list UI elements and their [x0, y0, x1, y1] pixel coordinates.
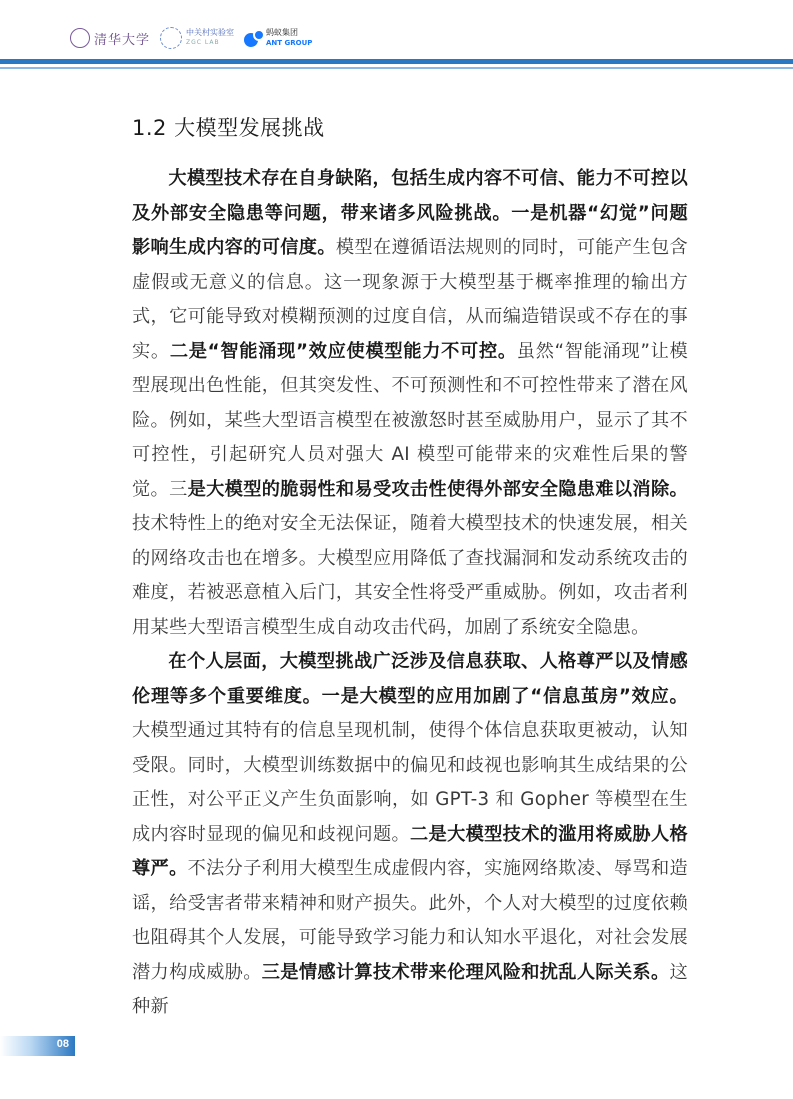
zgc-lab-logo: [160, 27, 234, 49]
zgc-lab-cn: 中关村实验室: [186, 28, 235, 37]
tsinghua-logo: [70, 28, 150, 48]
paragraph-1-run: 模型在遵循语法规则的同时，可能产生包含虚假或无意义的信息。这一现象源于大模型基于概率推理的输出方式，它可能导致对模糊预测的过度自信，从而编造错误或不存在的事实。: [132, 237, 688, 362]
paragraph-2: [132, 645, 688, 1025]
page-number-tab: [0, 1036, 75, 1056]
paragraph-2-run: 在个人层面，大模型挑战广泛涉及信息获取、人格尊严以及情感伦理等多个重要维度。一是大模型的应用加剧了“信息茧房”效应。: [132, 651, 688, 707]
paragraph-1-run: 大模型技术存在自身缺陷，包括生成内容不可信、能力不可控以及外部安全隐患等问题，带来诸多风险挑战。一是机器“幻觉”问题影响生成内容的可信度。: [132, 168, 688, 258]
paragraph-1-run: 技术特性上的绝对安全无法保证，随着大模型技术的快速发展，相关的网络攻击也在增多。大模型应用降低了查找漏洞和发动系统攻击的难度，若被恶意植入后门，其安全性将受严重威胁。例如，攻击者利用某些大型语言模型生成自动攻击代码，加剧了系统安全隐患。: [132, 513, 688, 638]
paragraph-2-run: 不法分子利用大模型生成虚假内容，实施网络欺凌、辱骂和造谣，给受害者带来精神和财产损失。此外，个人对大模型的过度依赖也阻碍其个人发展，可能导致学习能力和认知水平退化，对社会发展潜力构成威胁。: [132, 858, 688, 983]
paragraph-1: [132, 162, 688, 645]
page-number: 08: [56, 1038, 69, 1050]
body-text: [132, 162, 688, 1025]
tsinghua-wordmark: 清华大学: [94, 32, 151, 48]
paragraph-2-run: 这种新: [132, 961, 688, 1017]
logo-bar: [70, 27, 312, 49]
section-title: 1.2 大模型发展挑战: [132, 116, 325, 140]
page-header: [0, 0, 793, 72]
paragraph-1-run: 二是“智能涌现”效应使模型能力不可控。: [169, 340, 517, 362]
tsinghua-seal-icon: [70, 28, 90, 48]
header-rule-thick: [0, 59, 793, 64]
ant-group-icon: [244, 29, 262, 47]
paragraph-2-run: 大模型通过其特有的信息呈现机制，使得个体信息获取更被动，认知受限。同时，大模型训练数据中的偏见和歧视也影响其生成结果的公正性，对公平正义产生负面影响，如 GPT-3 和 Gopher 等模型在生成内容时显现的偏见和歧视问题。: [132, 720, 688, 845]
header-rule-thin: [0, 67, 793, 69]
paragraph-1-run: 虽然“智能涌现”让模型展现出色性能，但其突发性、不可预测性和不可控性带来了潜在风险。例如，某些大型语言模型在被激怒时甚至威胁用户，显示了其不可控性，引起研究人员对强大 AI 模型可能带来的灾难性后果的警觉。三: [132, 340, 688, 500]
paragraph-1-run: 是大模型的脆弱性和易受攻击性使得外部安全隐患难以消除。: [187, 478, 688, 500]
ant-group-cn: 蚂蚁集团: [266, 28, 299, 37]
ant-group-en: ANT GROUP: [266, 39, 313, 47]
ant-group-logo: [244, 28, 312, 48]
zgc-lab-en: ZGC LAB: [186, 39, 220, 46]
paragraph-2-run: 三是情感计算技术带来伦理风险和扰乱人际关系。: [261, 961, 670, 983]
zgc-lab-icon: [160, 27, 182, 49]
paragraph-2-run: 二是大模型技术的滥用将威胁人格尊严。: [132, 823, 688, 879]
